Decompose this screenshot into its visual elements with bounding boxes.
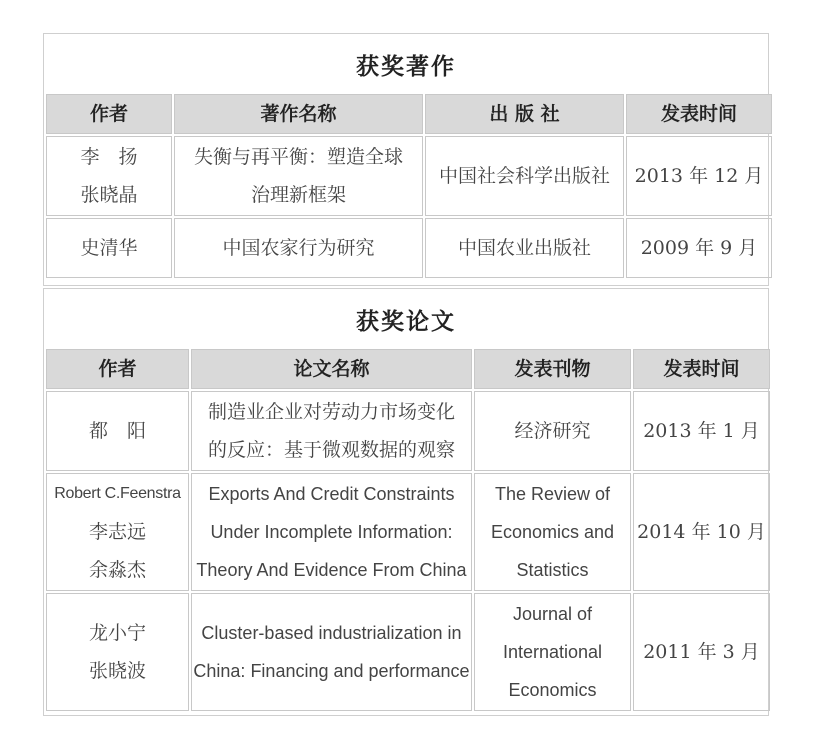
table-row: [46, 136, 772, 216]
date-cell: 2009 年 9 月: [626, 218, 772, 278]
header-paper-name: 论文名称: [191, 349, 472, 389]
journal-line: Economics: [508, 680, 597, 700]
journal-line: Statistics: [516, 560, 589, 580]
date-cell: 2011 年 3 月: [633, 593, 770, 711]
header-author: 作者: [46, 349, 189, 389]
table-row: [46, 391, 770, 471]
author-name: Robert C.Feenstra: [54, 485, 181, 502]
work-name-cell: [174, 136, 423, 216]
paper-name-cell: [191, 391, 472, 471]
journal-cell: [474, 473, 631, 591]
awarded-works-section: [43, 33, 769, 286]
paper-name-line: China: Financing and performance: [193, 661, 470, 681]
publisher-cell: 中国社会科学出版社: [425, 136, 624, 216]
awarded-papers-section: [43, 288, 769, 716]
author-name: 李志远: [88, 521, 146, 543]
journal-line: 经济研究: [514, 420, 591, 442]
work-name-line: 治理新框架: [250, 184, 346, 206]
paper-name-line: 的反应：基于微观数据的观察: [207, 439, 455, 461]
date-cell: 2014 年 10 月: [633, 473, 770, 591]
paper-name-line: Cluster-based industrialization in: [201, 623, 462, 643]
paper-name-cell: [191, 593, 472, 711]
journal-cell: [474, 391, 631, 471]
awarded-papers-title: 获奖论文: [356, 307, 456, 335]
author-cell: [46, 391, 189, 471]
awarded-papers-table: [44, 347, 772, 713]
work-name-cell: [174, 218, 423, 278]
work-name-line: 中国农家行为研究: [222, 237, 375, 259]
header-publisher: 出 版 社: [425, 94, 624, 134]
author-cell: [46, 218, 172, 278]
journal-line: Journal of: [512, 604, 593, 624]
author-name: 张晓波: [88, 660, 146, 682]
author-cell: [46, 473, 189, 591]
paper-name-line: Exports And Credit Constraints: [208, 484, 455, 504]
paper-name-line: Theory And Evidence From China: [196, 560, 467, 580]
header-date: 发表时间: [633, 349, 770, 389]
author-name: 余淼杰: [88, 559, 146, 581]
work-name-line: 失衡与再平衡：塑造全球: [193, 146, 403, 168]
author-cell: [46, 136, 172, 216]
author-name: 张晓晶: [80, 184, 138, 206]
awarded-works-table: [44, 92, 774, 280]
header-date: 发表时间: [626, 94, 772, 134]
table-row: [46, 218, 772, 278]
journal-line: Economics and: [490, 522, 615, 542]
table-row: [46, 593, 770, 711]
header-journal: 发表刊物: [474, 349, 631, 389]
table-header-row: [46, 349, 770, 389]
author-name: 都 阳: [88, 420, 146, 442]
date-cell: 2013 年 12 月: [626, 136, 772, 216]
table-header-row: [46, 94, 772, 134]
header-author: 作者: [46, 94, 172, 134]
table-row: [46, 473, 770, 591]
author-name: 龙小宁: [88, 622, 146, 644]
author-name: 史清华: [80, 237, 138, 259]
journal-cell: [474, 593, 631, 711]
journal-line: International: [502, 642, 603, 662]
author-name: 李 扬: [80, 146, 138, 168]
header-work-name: 著作名称: [174, 94, 423, 134]
paper-name-line: 制造业企业对劳动力市场变化: [207, 401, 455, 423]
paper-name-line: Under Incomplete Information:: [210, 522, 453, 542]
author-cell: [46, 593, 189, 711]
journal-line: The Review of: [494, 484, 611, 504]
awarded-works-title: 获奖著作: [356, 52, 456, 80]
date-cell: 2013 年 1 月: [633, 391, 770, 471]
publisher-cell: 中国农业出版社: [425, 218, 624, 278]
paper-name-cell: [191, 473, 472, 591]
